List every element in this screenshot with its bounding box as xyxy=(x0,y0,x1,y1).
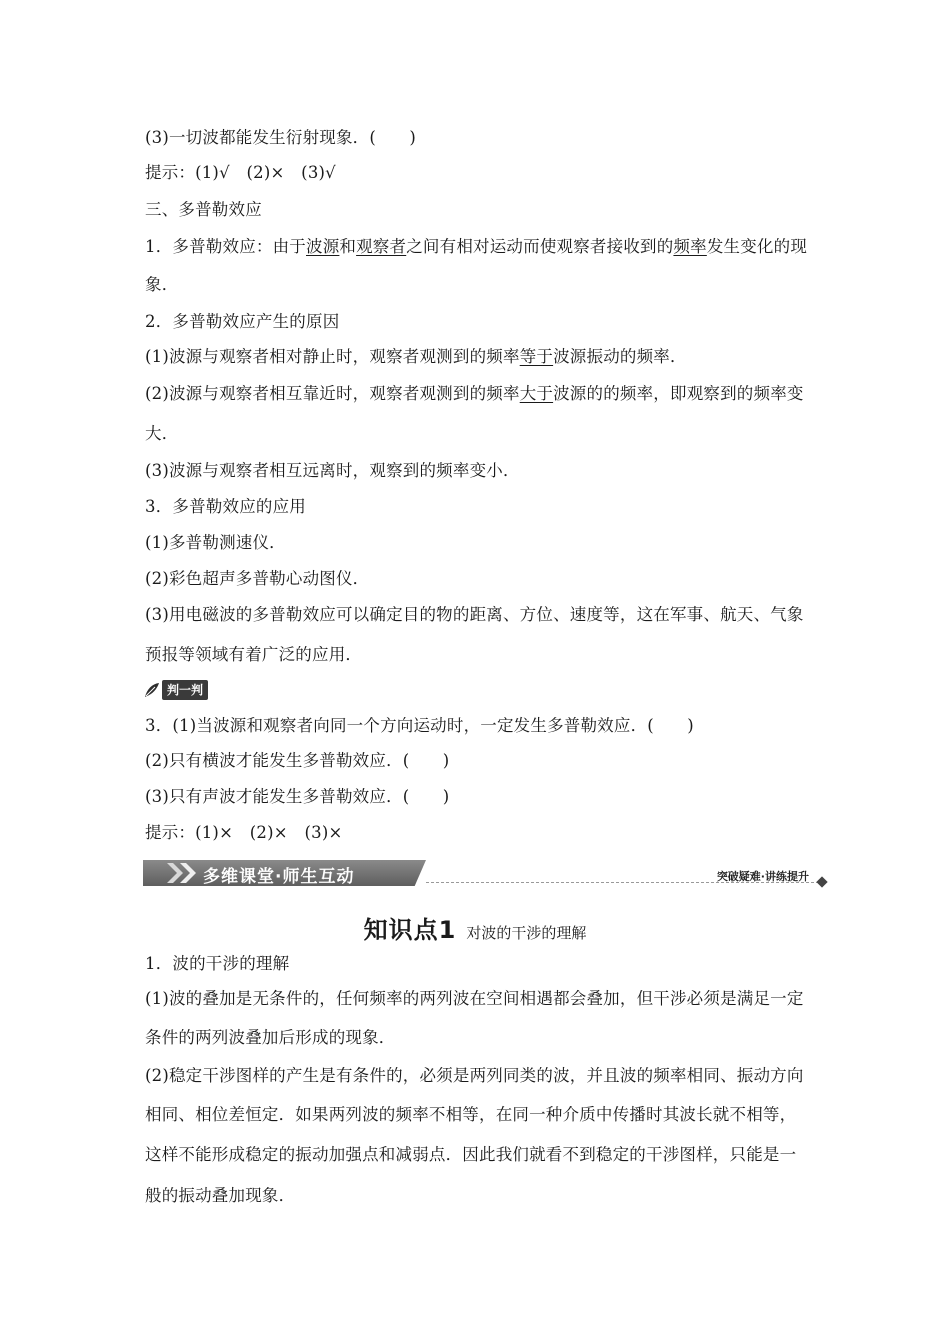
cause-1 xyxy=(145,346,687,368)
cause-3: (3)波源与观察者相互远离时，观察到的频率变小． xyxy=(145,461,520,480)
def-blank-observer: 观察者 xyxy=(356,237,407,256)
judge-badge xyxy=(143,680,208,700)
application-3-cont: 预报等领域有着广泛的应用． xyxy=(145,645,363,664)
judge-question-3: (3)只有声波才能发生多普勒效应．( ) xyxy=(145,787,450,806)
cause-1-text-c: 波源振动的频率． xyxy=(553,347,687,366)
judge-question-1: 3．(1)当波源和观察者向同一个方向运动时，一定发生多普勒效应．( ) xyxy=(145,716,694,735)
application-1: (1)多普勒测速仪． xyxy=(145,533,286,552)
interference-para-1-cont: 条件的两列波叠加后形成的现象． xyxy=(145,1028,396,1047)
knowledge-point-heading xyxy=(0,910,950,945)
application-heading: 3．多普勒效应的应用 xyxy=(145,497,306,516)
cause-2-text-c: 波源的的频率，即观察到的频率变 xyxy=(553,384,804,403)
section-banner xyxy=(143,860,823,886)
cause-2 xyxy=(145,383,804,405)
doppler-definition xyxy=(145,236,807,258)
banner-subtitle: 突破疑难·讲练提升 xyxy=(716,870,809,883)
def-text-g: 发生变化的现 xyxy=(706,237,808,256)
judge-hint: 提示：(1)× (2)× (3)× xyxy=(145,823,343,842)
judge-badge-label: 判一判 xyxy=(162,680,208,700)
interference-para-2-cont-3: 般的振动叠加现象． xyxy=(145,1186,296,1205)
hint-1: 提示：(1)√ (2)× (3)√ xyxy=(145,163,336,182)
cause-1-text-a: (1)波源与观察者相对静止时，观察者观测到的频率 xyxy=(145,347,520,366)
doppler-definition-cont: 象． xyxy=(145,275,179,294)
interference-para-2-cont-1: 相同、相位差恒定．如果两列波的频率不相等，在同一种介质中传播时其波长就不相等， xyxy=(145,1105,797,1124)
banner-title: 多维课堂·师生互动 xyxy=(203,867,355,887)
double-chevron-icon xyxy=(165,863,201,883)
interference-para-2-cont-2: 这样不能形成稳定的振动加强点和减弱点．因此我们就看不到稳定的干涉图样，只能是一 xyxy=(145,1145,797,1164)
application-2: (2)彩色超声多普勒心动图仪． xyxy=(145,569,370,588)
def-text-e: 之间有相对运动而使观察者接收到的 xyxy=(406,237,674,256)
interference-para-2: (2)稳定干涉图样的产生是有条件的，必须是两列同类的波，并且波的频率相同、振动方向 xyxy=(145,1066,804,1085)
application-3: (3)用电磁波的多普勒效应可以确定目的物的距离、方位、速度等，这在军事、航天、气象 xyxy=(145,605,804,624)
cause-2-text-a: (2)波源与观察者相互靠近时，观察者观测到的频率 xyxy=(145,384,520,403)
line-3-diffraction: (3)一切波都能发生衍射现象．( ) xyxy=(145,128,417,147)
cause-2-cont: 大． xyxy=(145,424,179,443)
knowledge-point-title: 知识点1 xyxy=(363,916,457,944)
cause-2-blank: 大于 xyxy=(519,384,554,403)
leaf-icon xyxy=(143,681,161,699)
judge-question-2: (2)只有横波才能发生多普勒效应．( ) xyxy=(145,751,450,770)
section-heading-doppler: 三、多普勒效应 xyxy=(145,200,262,219)
cause-heading: 2．多普勒效应产生的原因 xyxy=(145,312,340,331)
interference-heading: 1．波的干涉的理解 xyxy=(145,954,290,973)
cause-1-blank: 等于 xyxy=(519,347,554,366)
def-blank-source: 波源 xyxy=(306,237,340,256)
diamond-icon xyxy=(816,876,827,887)
interference-para-1: (1)波的叠加是无条件的，任何频率的两列波在空间相遇都会叠加，但干涉必须是满足一定 xyxy=(145,989,804,1008)
def-text-c: 和 xyxy=(339,237,357,256)
def-text-a: 1．多普勒效应：由于 xyxy=(145,237,306,256)
knowledge-point-subtitle: 对波的干涉的理解 xyxy=(466,924,587,942)
def-blank-frequency: 频率 xyxy=(673,237,707,256)
